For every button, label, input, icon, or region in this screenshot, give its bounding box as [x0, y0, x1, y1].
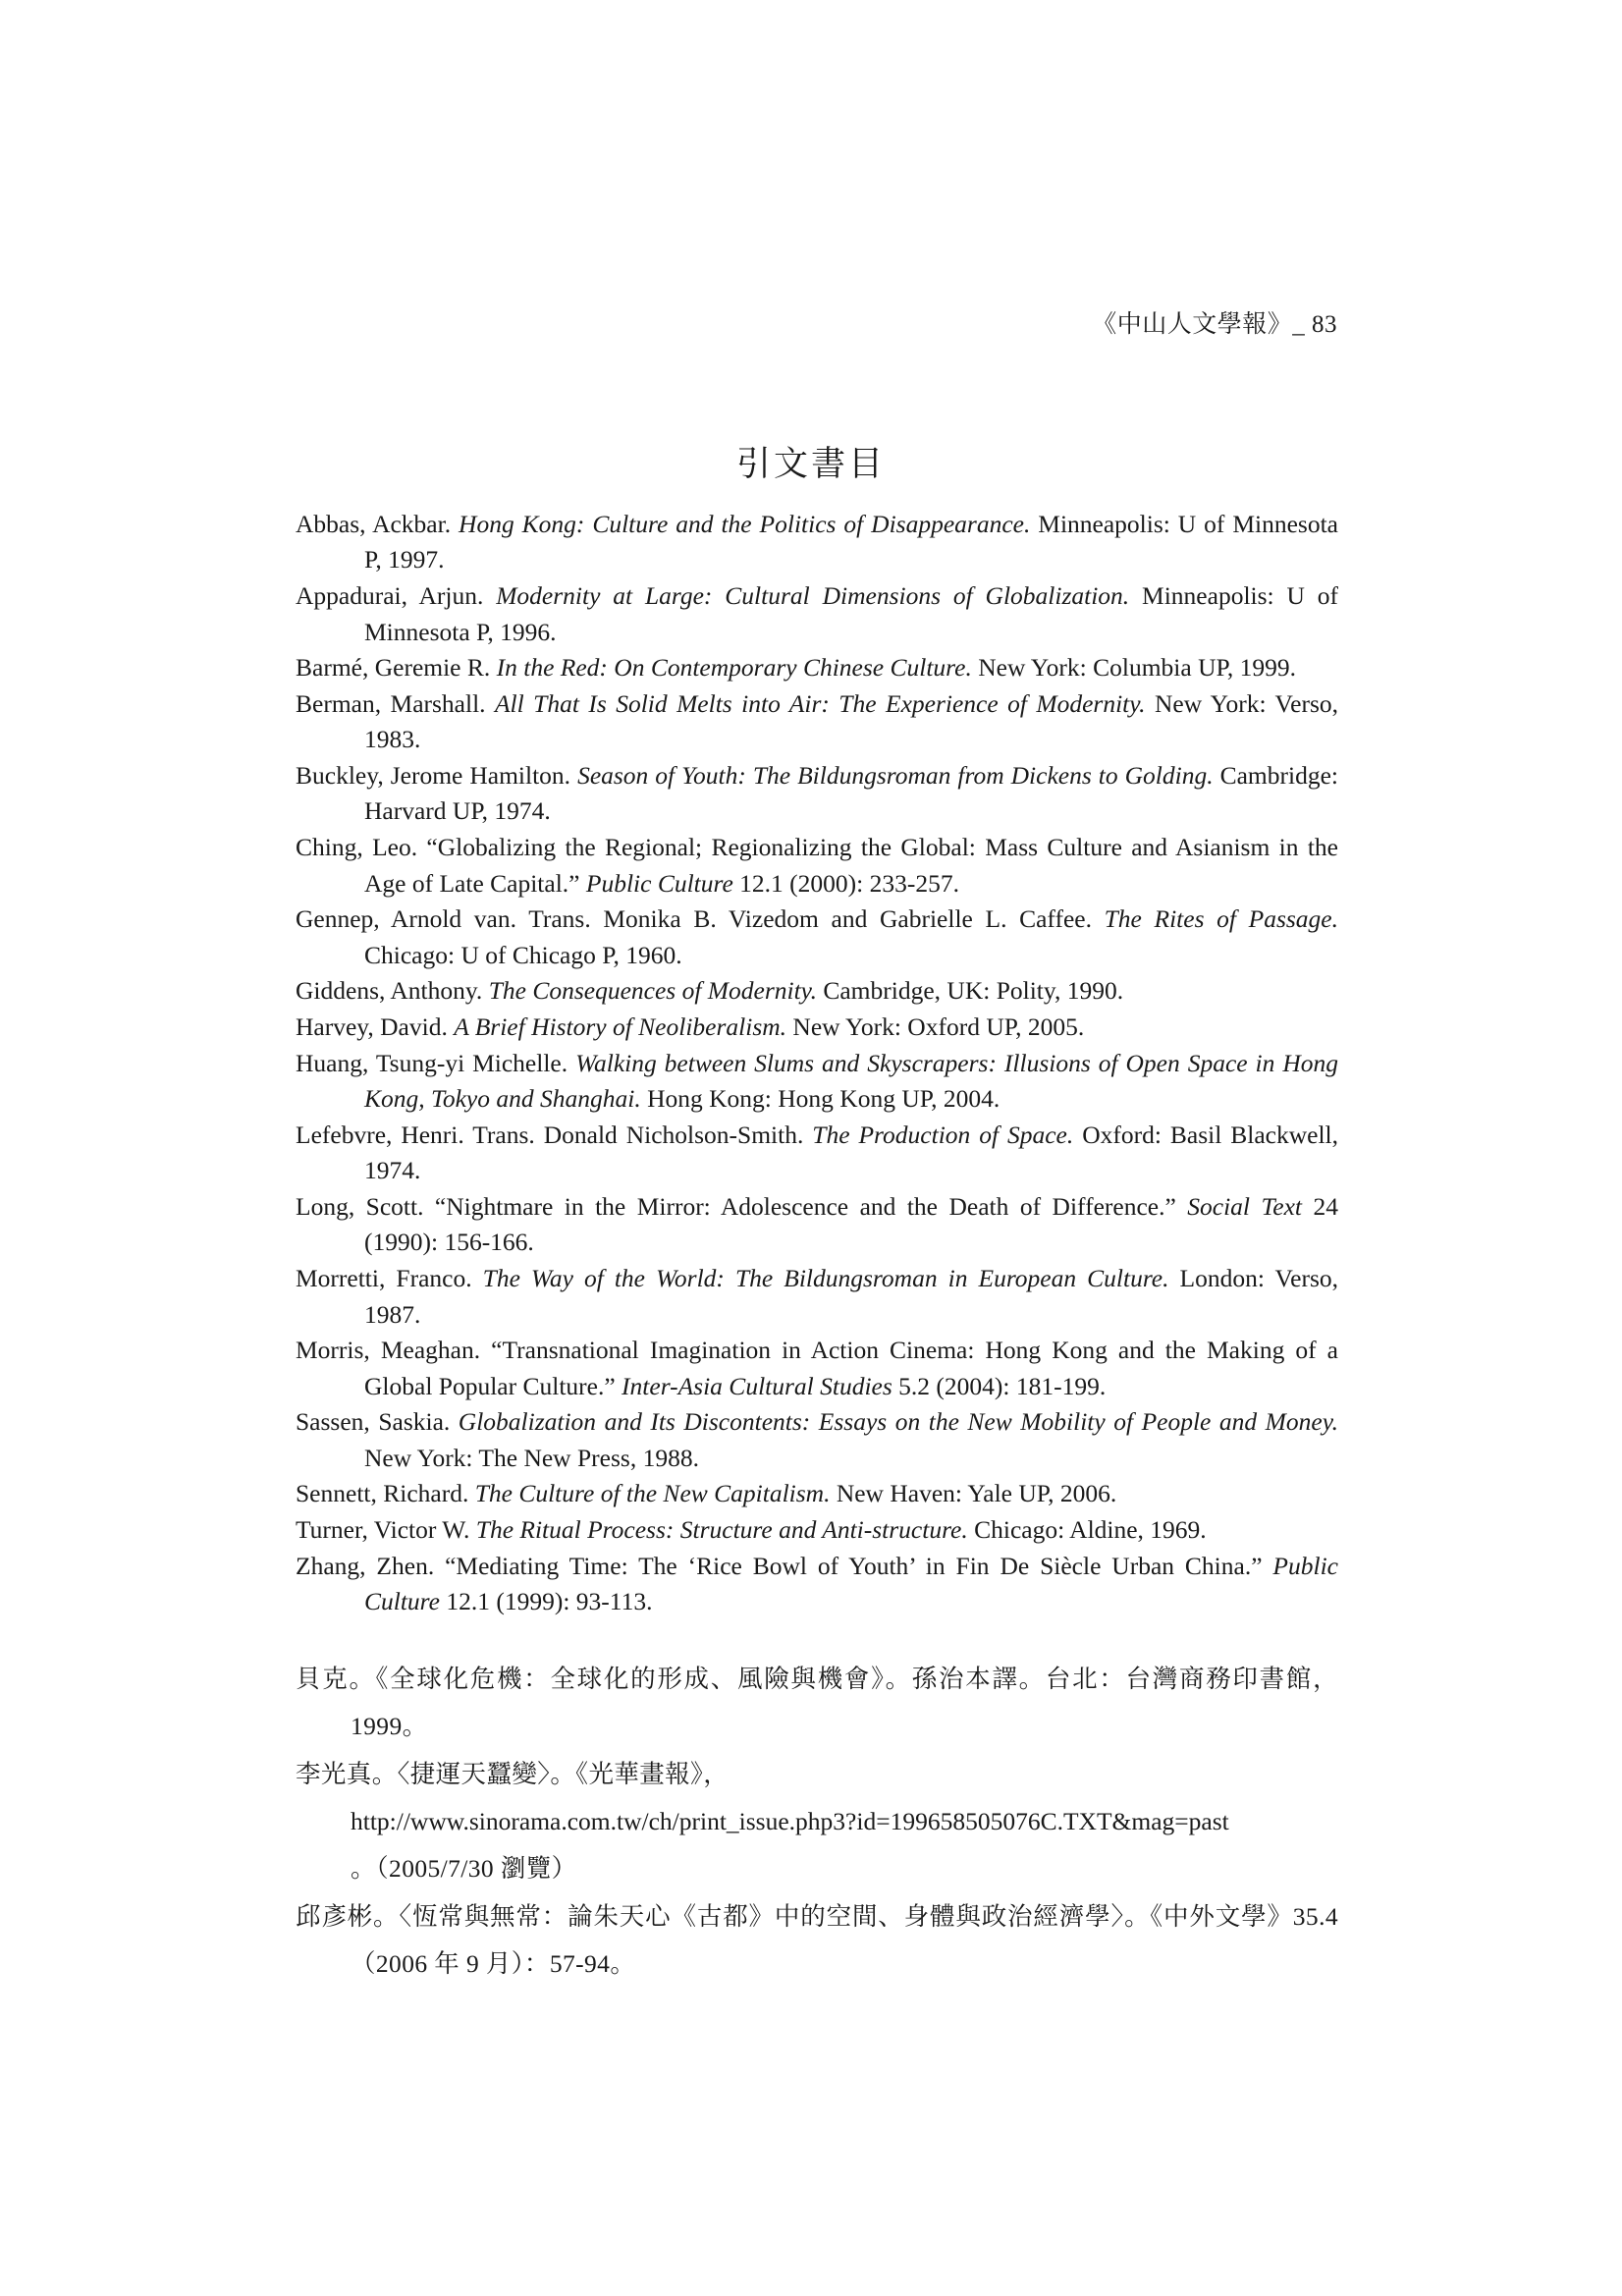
- reference-entry: Huang, Tsung-yi Michelle. Walking between Slums and Skyscrapers: Illusions of Open Space in Hong Kong, Tokyo and Shanghai. Hong Kong: Hong Kong UP, 2004.: [296, 1048, 1338, 1114]
- reference-entry: Abbas, Ackbar. Hong Kong: Culture and the Politics of Disappearance. Minneapolis: U of Minnesota P, 1997.: [296, 510, 1338, 574]
- reference-entry: Morretti, Franco. The Way of the World: The Bildungsroman in European Culture. London: Verso, 1987.: [296, 1264, 1338, 1329]
- reference-entry: Giddens, Anthony. The Consequences of Modernity. Cambridge, UK: Polity, 1990.: [296, 976, 1124, 1006]
- reference-entry: Zhang, Zhen. “Mediating Time: The ‘Rice Bowl of Youth’ in Fin De Siècle Urban China.” Public Culture 12.1 (1999): 93-113.: [296, 1551, 1338, 1616]
- reference-entry: Sassen, Saskia. Globalization and Its Discontents: Essays on the New Mobility of People and Money. New York: The New Press, 1988.: [296, 1407, 1339, 1472]
- reference-entry: Buckley, Jerome Hamilton. Season of Youth: The Bildungsroman from Dickens to Golding. Cambridge: Harvard UP, 1974.: [296, 761, 1338, 826]
- chinese-reference-list: [296, 1656, 1338, 1989]
- reference-entry: Berman, Marshall. All That Is Solid Melts into Air: The Experience of Modernity. New York: Verso, 1983.: [296, 688, 1338, 754]
- reference-entry: Lefebvre, Henri. Trans. Donald Nicholson-Smith. The Production of Space. Oxford: Basil Blackwell, 1974.: [296, 1120, 1338, 1185]
- reference-list: [296, 507, 1338, 1620]
- reference-entry: Long, Scott. “Nightmare in the Mirror: Adolescence and the Death of Difference.” Social Text 24 (1990): 156-166.: [296, 1191, 1339, 1257]
- chinese-reference-entry: 貝克。《全球化危機：全球化的形成、風險與機會》。孫治本譯。台北：台灣商務印書館，1999。: [296, 1665, 1338, 1740]
- reference-entry: Turner, Victor W. The Ritual Process: Structure and Anti-structure. Chicago: Aldine, 1969.: [296, 1515, 1207, 1545]
- reference-entry: Gennep, Arnold van. Trans. Monika B. Vizedom and Gabrielle L. Caffee. The Rites of Passage. Chicago: U of Chicago P, 1960.: [296, 904, 1338, 969]
- running-header: 《中山人文學報》_ 83: [1092, 311, 1337, 338]
- reference-entry: Morris, Meaghan. “Transnational Imagination in Action Cinema: Hong Kong and the Making of a Global Popular Culture.” Inter-Asia Cultural Studies 5.2 (2004): 181-199.: [296, 1336, 1338, 1400]
- chinese-reference-entry: 邱彥彬。〈恆常與無常：論朱天心《古都》中的空間、身體與政治經濟學〉。《中外文學》35.4（2006 年 9 月）：57-94。: [296, 1902, 1338, 1978]
- reference-url: http://www.sinorama.com.tw/ch/print_issue.php3?id=199658505076C.TXT&mag=past: [351, 1807, 1229, 1835]
- reference-entry: Barmé, Geremie R. In the Red: On Contemporary Chinese Culture. New York: Columbia UP, 1999.: [296, 653, 1296, 683]
- chinese-reference-entry: 李光真。〈捷運天蠶變〉。《光華畫報》， http://www.sinorama.com.tw/ch/print_issue.php3?id=199658505076C.TXT&mag=past 。（2005/7/30 瀏覽）: [296, 1751, 1338, 1892]
- reference-entry: Harvey, David. A Brief History of Neoliberalism. New York: Oxford UP, 2005.: [296, 1012, 1085, 1042]
- reference-entry: Sennett, Richard. The Culture of the New Capitalism. New Haven: Yale UP, 2006.: [296, 1479, 1117, 1508]
- reference-entry: Appadurai, Arjun. Modernity at Large: Cultural Dimensions of Globalization. Minneapolis: U of Minnesota P, 1996.: [296, 581, 1338, 646]
- section-title: 引文書目: [735, 445, 886, 483]
- reference-entry: Ching, Leo. “Globalizing the Regional; Regionalizing the Global: Mass Culture and Asianism in the Age of Late Capital.” Public Culture 12.1 (2000): 233-257.: [296, 833, 1338, 898]
